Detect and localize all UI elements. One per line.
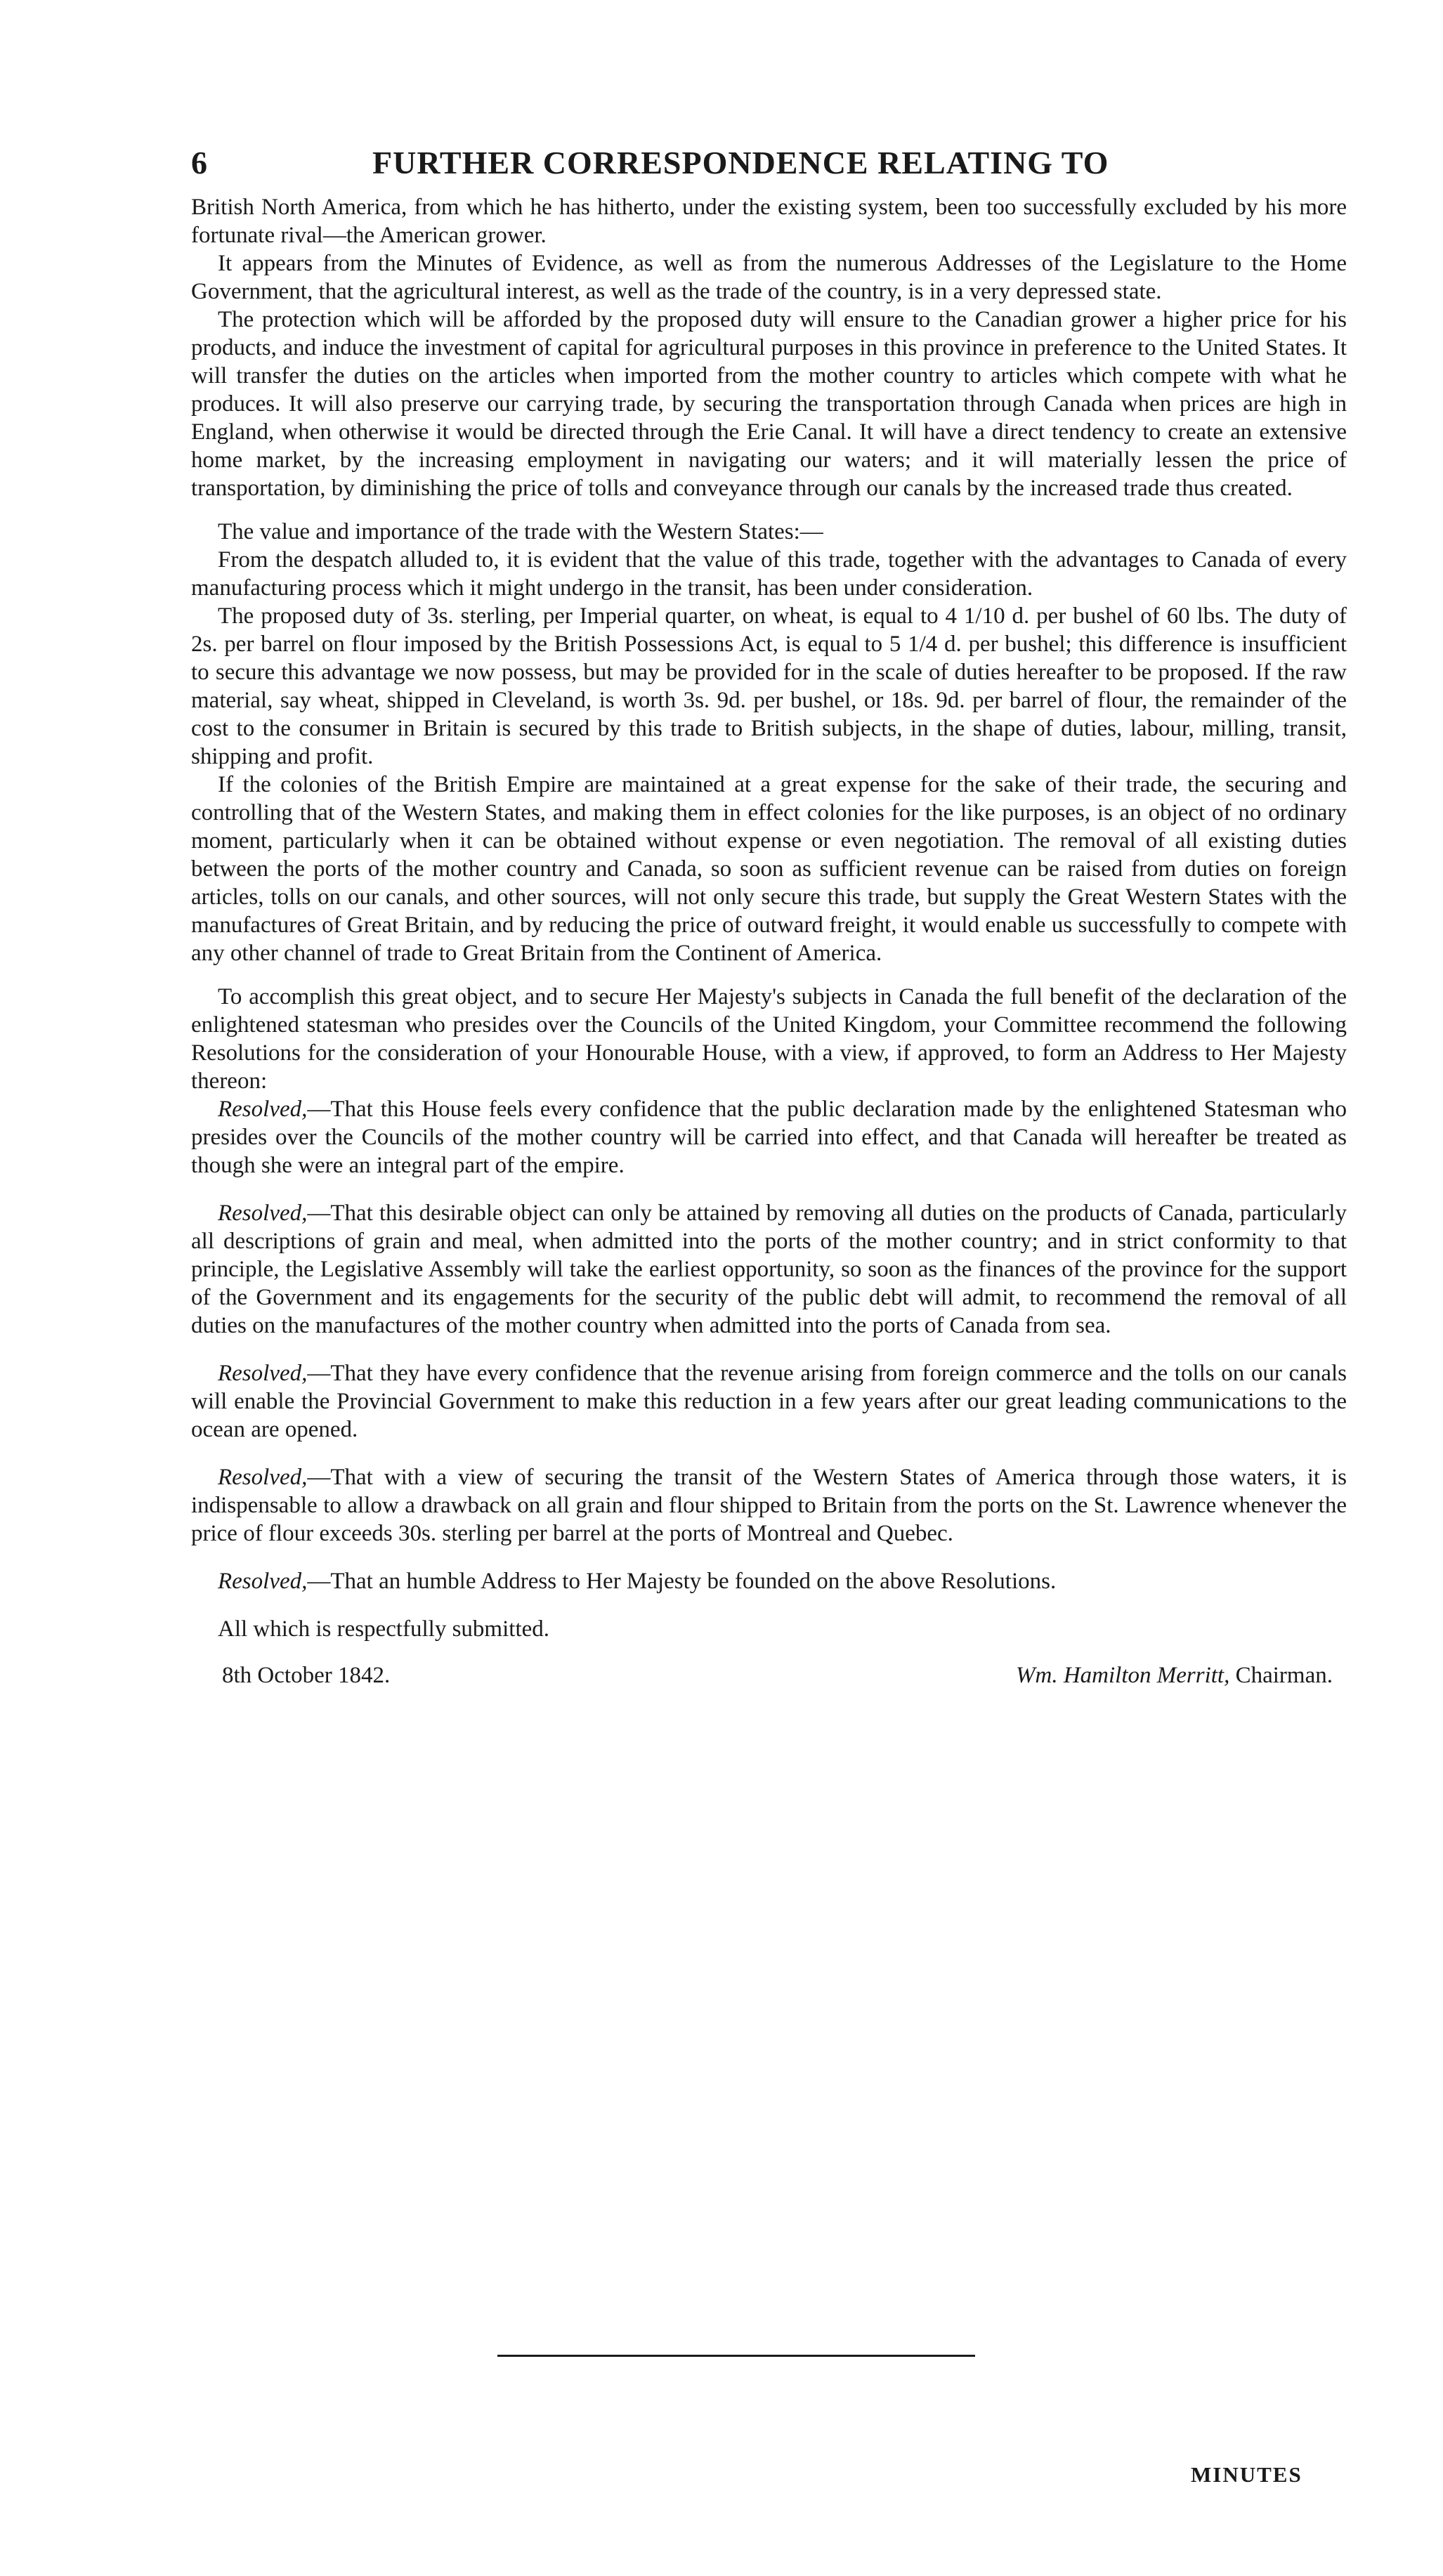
paragraph-colonies: If the colonies of the British Empire are maintained at a great expense for the sake of their trade, the securing and controlling that of the Western States, and making them in effect colonies for the like purposes, is an object of no ordinary moment, particularly when it can be obtained without expense or even negotiation. The removal of all existing duties between the ports of the mother country and Canada, so soon as sufficient revenue can be raised from duties on foreign articles, tolls on our canals, and other sources, will not only secure this trade, but supply the Great Western States with the manufactures of Great Britain, and by reducing the price of outward freight, it would enable us successfully to compete with any other channel of trade to Great Britain from the Continent of America. [191,772,1347,966]
resolution-text: —That with a view of securing the transit of the Western States of America through those waters, it is indispensable to allow a drawback on all grain and flour shipped to Britain from the ports on the St. Lawrence whenever the price of flour exceeds 30s. sterling per barrel at the ports of Montreal and Quebec. [191,1465,1347,1546]
resolution-text: —That this House feels every confidence that the public declaration made by the enlightened Statesman who presides over the Councils of the mother country will be carried into effect, and that Canada will hereafter be treated as though she were an integral part of the empire. [191,1097,1347,1178]
paragraph-minutes-evidence: It appears from the Minutes of Evidence, as well as from the numerous Addresses of the Legislature to the Home Government, that the agricultural interest, as well as the trade of the country, is in a very depressed state. [191,251,1347,304]
paragraph-accomplish: To accomplish this great object, and to secure Her Majesty's subjects in Canada the full benefit of the declaration of the enlightened statesman who presides over the Councils of the United Kingdom, your Committee recommend the following Resolutions for the consideration of your Honourable House, with a view, if approved, to form an Address to Her Majesty thereon: [191,984,1347,1094]
paragraph-despatch: From the despatch alluded to, it is evident that the value of this trade, together with the advantages to Canada of every manufacturing process which it might undergo in the transit, has been under consideration. [191,547,1347,601]
signature [1016,1663,1333,1689]
page-header [191,137,1347,193]
section-divider [497,2355,975,2357]
resolution-2 [191,1199,1347,1340]
resolution-text: —That this desirable object can only be attained by removing all duties on the products of Canada, particularly all descriptions of grain and meal, when admitted into the ports of the mother country; and in strict conformity to that principle, the Legislative Assembly will take the earliest opportunity, so soon as the finances of the province for the support of the Government and its engagements for the security of the public debt will admit, to recommend the removal of all duties on the manufactures of the mother country when admitted into the ports of Canada from sea. [191,1201,1347,1338]
paragraph-western-states-heading: The value and importance of the trade with the Western States:— [218,519,823,544]
resolution-3 [191,1359,1347,1444]
resolution-label: Resolved, [218,1097,308,1122]
signatory-title: Chairman. [1229,1663,1333,1688]
resolution-text: —That an humble Address to Her Majesty be founded on the above Resolutions. [307,1569,1057,1594]
paragraph-protection: The protection which will be afforded by the proposed duty will ensure to the Canadian grower a higher price for his products, and induce the investment of capital for agricultural purposes in this province in preference to the United States. It will transfer the duties on the articles when imported from the mother country to articles which compete with what he produces. It will also preserve our carrying trade, by securing the transportation through Canada when prices are high in England, when otherwise it would be directed through the Erie Canal. It will have a direct tendency to create an extensive home market, by the increasing employment in navigating our waters; and it will materially lessen the price of transportation, by diminishing the price of tolls and conveyance through our canals by the increased trade thus created. [191,307,1347,501]
resolution-4 [191,1463,1347,1548]
resolution-1 [191,1095,1347,1179]
paragraph-continuation: British North America, from which he has hitherto, under the existing system, been too successfully excluded by his more fortunate rival—the American grower. [191,195,1347,248]
resolution-label: Resolved, [218,1569,308,1594]
resolution-label: Resolved, [218,1361,308,1386]
signature-row [191,1656,1347,1698]
report-date: 8th October 1842. [222,1663,391,1688]
running-title: FURTHER CORRESPONDENCE RELATING TO [372,145,1109,181]
paragraph-proposed-duty: The proposed duty of 3s. sterling, per Imperial quarter, on wheat, is equal to 4 1/10 d. per bushel of 60 lbs. The duty of 2s. per barrel on flour imposed by the British Possessions Act, is equal to 5 1/4 d. per bushel; this difference is insufficient to secure this advantage we now possess, but may be provided for in the scale of duties hereafter to be proposed. If the raw material, say wheat, shipped in Cleveland, is worth 3s. 9d. per bushel, or 18s. 9d. per barrel of flour, the remainder of the cost to the consumer in Britain is secured by this trade to British subjects, in the shape of duties, labour, milling, transit, shipping and profit. [191,603,1347,769]
submitted-line: All which is respectfully submitted. [218,1616,550,1642]
signatory-name: Wm. Hamilton Merritt, [1016,1663,1230,1688]
resolution-5 [191,1567,1347,1595]
resolution-label: Resolved, [218,1465,308,1490]
resolution-label: Resolved, [218,1201,308,1226]
document-page [191,137,1347,1698]
resolution-text: —That they have every confidence that the revenue arising from foreign commerce and the tolls on our canals will enable the Provincial Government to make this reduction in a few years after our great leading communications to the ocean are opened. [191,1361,1347,1442]
body-text [191,193,1347,1643]
page-number: 6 [191,145,207,181]
catchword: MINUTES [1191,2462,1302,2487]
